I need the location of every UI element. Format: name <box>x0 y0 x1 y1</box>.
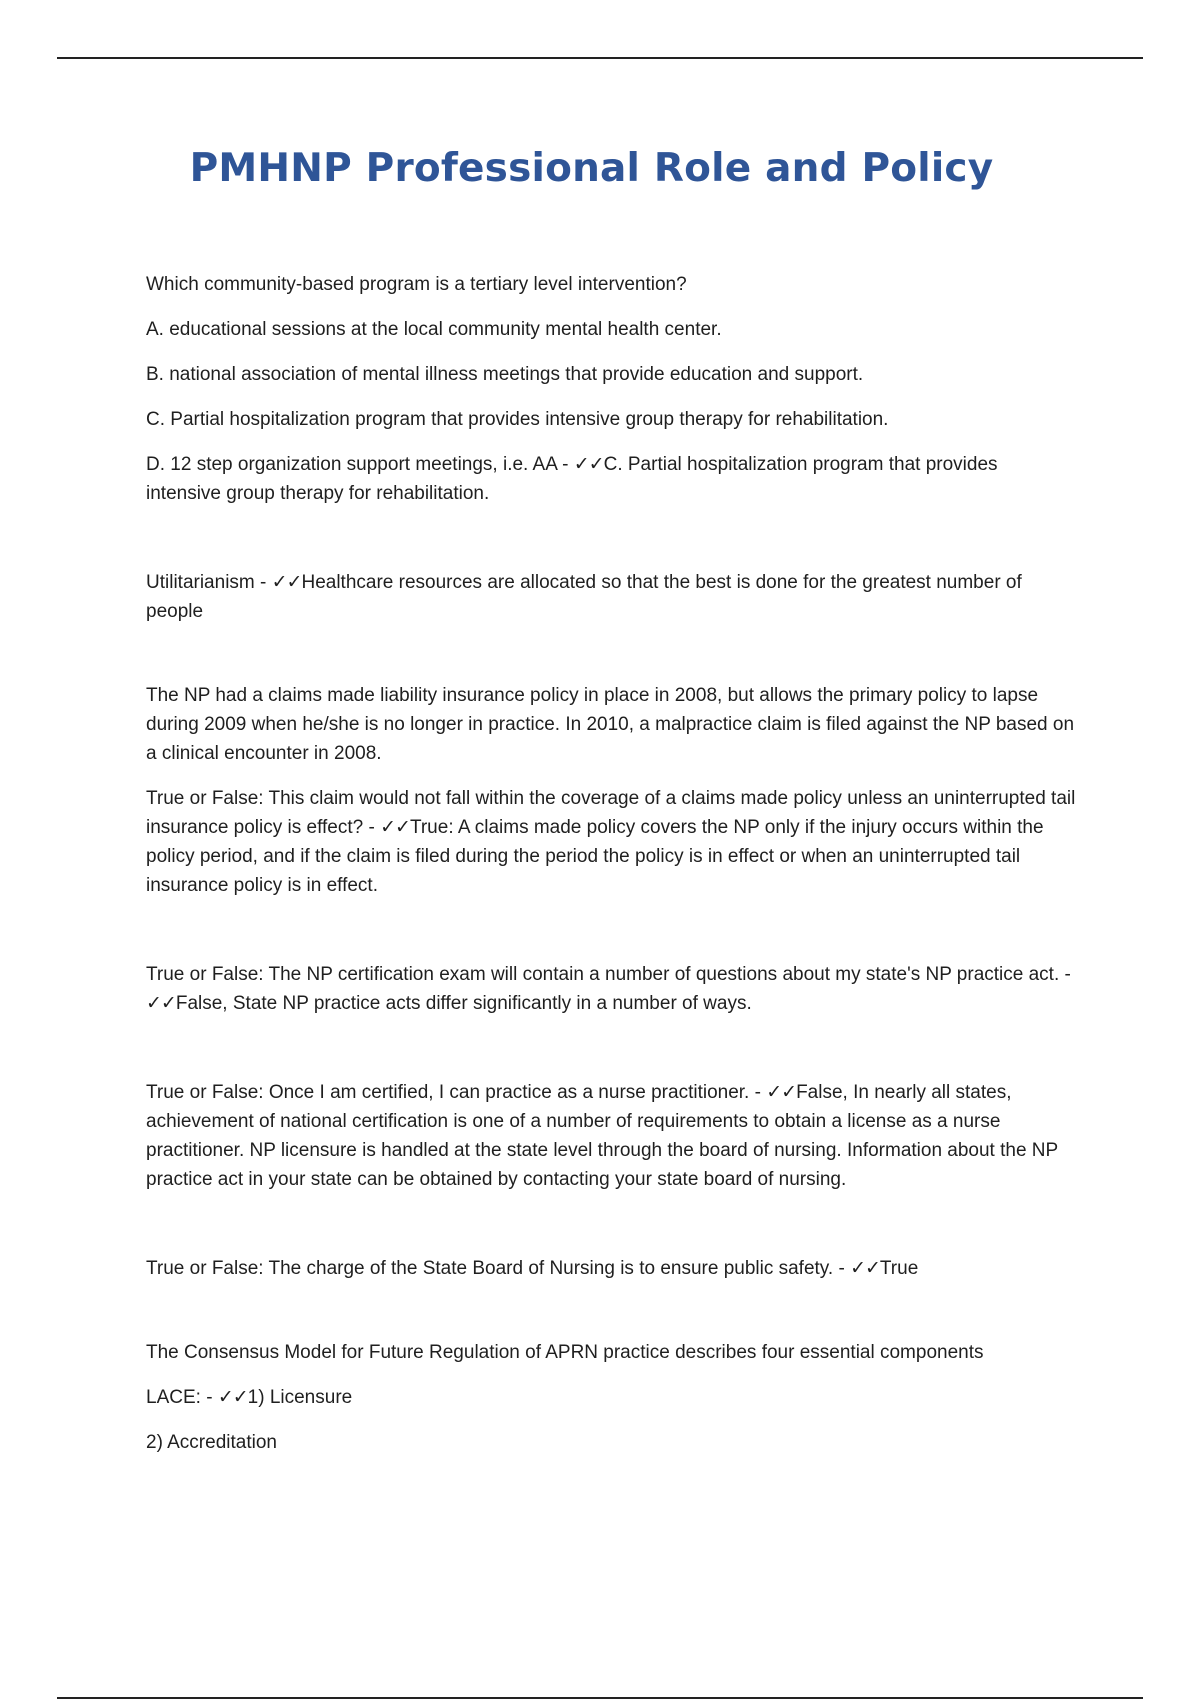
check-mark-icon: ✓✓ <box>850 1258 880 1279</box>
answer-line-accreditation: 2) Accreditation <box>146 1432 277 1453</box>
qa-item-certification-exam <box>146 960 1076 1018</box>
option-b: B. national association of mental illness meetings that provide education and support. <box>146 364 864 385</box>
term-text: Utilitarianism - <box>146 572 272 593</box>
qa-item-tertiary-intervention <box>146 270 1076 508</box>
question-with-answer <box>146 960 1076 1018</box>
question-text-lace: LACE: - <box>146 1387 218 1408</box>
option-d-with-answer <box>146 450 1076 508</box>
check-mark-icon: ✓✓ <box>146 993 176 1014</box>
term-with-answer <box>146 568 1076 626</box>
question-with-answer <box>146 1254 1076 1283</box>
qa-item-practice-after-certification <box>146 1078 1076 1194</box>
question-text: Which community-based program is a tertiary level intervention? <box>146 274 687 295</box>
option-c: C. Partial hospitalization program that provides intensive group therapy for rehabilitation. <box>146 409 889 430</box>
question-text: True or False: This claim would not fall within the coverage of a claims made policy unless an uninterrupted tail insurance policy is effect? - <box>146 788 1076 838</box>
answer-text: False, In nearly all states, achievement of national certification is one of a number of requirements to obtain a license as a nurse practitioner. NP licensure is handled at the state level through the board of nursing. Information about the NP practice act in your state can be obtained by contacting your state board of nursing. <box>146 1082 1058 1190</box>
answer-text: Healthcare resources are allocated so that the best is done for the greatest number of people <box>146 572 1022 622</box>
qa-item-utilitarianism <box>146 568 1076 626</box>
qa-item-consensus-model <box>146 1338 1076 1457</box>
bottom-divider <box>57 1697 1143 1699</box>
question-text: The Consensus Model for Future Regulation of APRN practice describes four essential components <box>146 1342 984 1363</box>
answer-line-licensure: 1) Licensure <box>247 1387 353 1408</box>
option-d: D. 12 step organization support meetings, i.e. AA - <box>146 454 574 475</box>
question-with-answer <box>146 784 1076 900</box>
qa-item-claims-made-policy <box>146 681 1076 900</box>
question-text: True or False: Once I am certified, I can practice as a nurse practitioner. - <box>146 1082 767 1103</box>
top-divider <box>57 57 1143 59</box>
scenario-text: The NP had a claims made liability insurance policy in place in 2008, but allows the primary policy to lapse during 2009 when he/she is no longer in practice. In 2010, a malpractice claim is filed against the NP based on a clinical encounter in 2008. <box>146 685 1075 764</box>
question-text: True or False: The charge of the State Board of Nursing is to ensure public safety. - <box>146 1258 851 1279</box>
check-mark-icon: ✓✓ <box>271 572 302 593</box>
question-with-answer <box>146 1078 1076 1194</box>
check-mark-icon: ✓✓ <box>380 817 410 838</box>
option-a: A. educational sessions at the local community mental health center. <box>146 319 722 340</box>
check-mark-icon: ✓✓ <box>217 1387 248 1408</box>
answer-text: C. Partial hospitalization program that provides intensive group therapy for rehabilitation. <box>146 454 998 504</box>
qa-item-board-of-nursing <box>146 1254 1076 1283</box>
question-text: True or False: The NP certification exam will contain a number of questions about my state's NP practice act. - <box>146 964 1071 985</box>
check-mark-icon: ✓✓ <box>766 1082 797 1103</box>
answer-text: True: A claims made policy covers the NP only if the injury occurs within the policy period, and if the claim is filed during the period the policy is in effect or when an uninterrupted tail insurance policy is in effect. <box>146 817 1044 896</box>
page-title: PMHNP Professional Role and Policy <box>189 146 994 191</box>
question-with-answer <box>146 1383 1076 1412</box>
answer-text: False, State NP practice acts differ significantly in a number of ways. <box>175 993 752 1014</box>
document-body <box>146 270 1076 1457</box>
check-mark-icon: ✓✓ <box>573 454 604 475</box>
answer-text: True <box>879 1258 919 1279</box>
